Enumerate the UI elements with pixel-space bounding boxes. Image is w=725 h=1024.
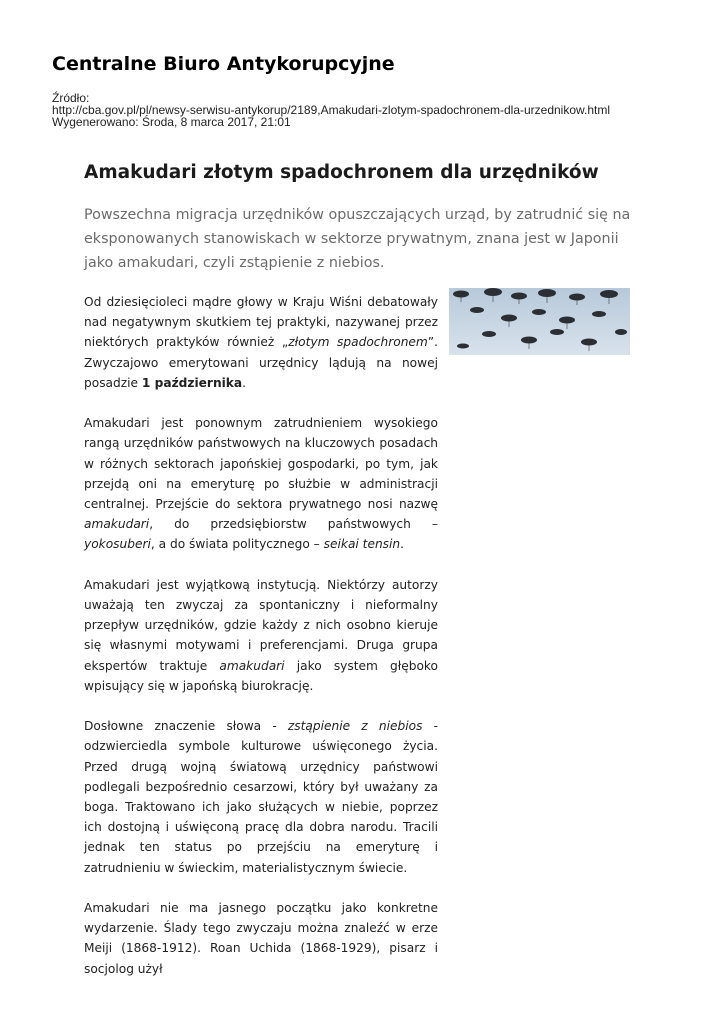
document-meta (52, 92, 692, 128)
article-header (84, 160, 638, 275)
emphasis: złotym spadochronem (288, 335, 428, 350)
source-label: Źródło: (52, 91, 90, 105)
text-span: . (242, 375, 247, 390)
text-span: , a do świata politycznego – (150, 537, 324, 552)
article-lead: Powszechna migracja urzędników opuszczających urząd, by zatrudnić się na eksponowanych stanowiskach w sektorze prywatnym, znana jest w Japonii jako amakudari, czyli zstąpienie z niebios. (84, 207, 631, 271)
article-title: Amakudari złotym spadochronem dla urzędników (84, 162, 599, 183)
text-span: ”. Zwyczajowo emerytowani urzędnicy lądują na nowej posadzie (84, 335, 438, 390)
article-body (84, 292, 438, 999)
paragraph-1 (84, 292, 438, 393)
site-title: Centralne Biuro Antykorupcyjne (52, 53, 395, 75)
page-header (52, 52, 692, 128)
text-span: , do przedsiębiorstw państwowych – (149, 517, 438, 532)
paragraph-3 (84, 575, 438, 696)
emphasis: amakudari (219, 658, 285, 673)
text-span: . (400, 537, 405, 552)
text-span: jako system głęboko wpisujący się w japońską biurokrację. (84, 658, 438, 693)
bold-date: 1 października (141, 375, 243, 390)
emphasis: seikai tensin (323, 537, 401, 552)
text-span: Dosłowne znaczenie słowa - (84, 719, 288, 734)
text-span: - odzwierciedla symbole kulturowe uświęconego życia. Przed drugą wojną światową urzędnicy państwowi podlegali bezpośrednio cesarzowi, który był uważany za boga. Traktowano ich jako służących w niebie, poprzez ich dostojną i uświęconą pracę dla dobra narodu. Tracili jednak ten status po przejściu na emeryturę i zatrudnieniu w świeckim, materialistycznym świecie. (84, 719, 438, 875)
source-url: http://cba.gov.pl/pl/newsy-serwisu-antykorup/2189,Amakudari-zlotym-spadochronem-dla-urzednikow.html (52, 103, 611, 117)
paragraph-2 (84, 413, 438, 554)
parachutes-photo (449, 288, 630, 355)
text-span: Amakudari jest ponownym zatrudnieniem wysokiego rangą urzędników państwowych na kluczowych posadach w różnych sektorach japońskiej gospodarki, po tym, jak przejdą oni na emeryturę po służbie w administracji centralnej. Przejście do sektora prywatnego nosi nazwę (84, 416, 438, 512)
text-span: Amakudari jest wyjątkową instytucją. Niektórzy autorzy uważają ten zwyczaj za spontaniczny i nieformalny przepływ urzędników, gdzie każdy z nich osobno kieruje się własnymi motywami i preferencjami. Druga grupa ekspertów traktuje (84, 577, 438, 673)
generated-date: Wygenerowano: Środa, 8 marca 2017, 21:01 (52, 115, 291, 129)
text-span: Od dziesięcioleci mądre głowy w Kraju Wiśni debatowały nad negatywnym skutkiem tej praktyki, nazywanej przez niektórych praktyków również „ (84, 295, 438, 350)
emphasis: yokosuberi (84, 537, 151, 552)
emphasis: zstąpienie z niebios (287, 719, 423, 734)
paragraph-5: Amakudari nie ma jasnego początku jako konkretne wydarzenie. Ślady tego zwyczaju można znaleźć w erze Meiji (1868-1912). Roan Uchida (1868-1929), pisarz i socjolog użył (84, 901, 438, 976)
paragraph-4 (84, 716, 438, 878)
emphasis: amakudari (84, 517, 150, 532)
parachutes-image (449, 288, 630, 355)
